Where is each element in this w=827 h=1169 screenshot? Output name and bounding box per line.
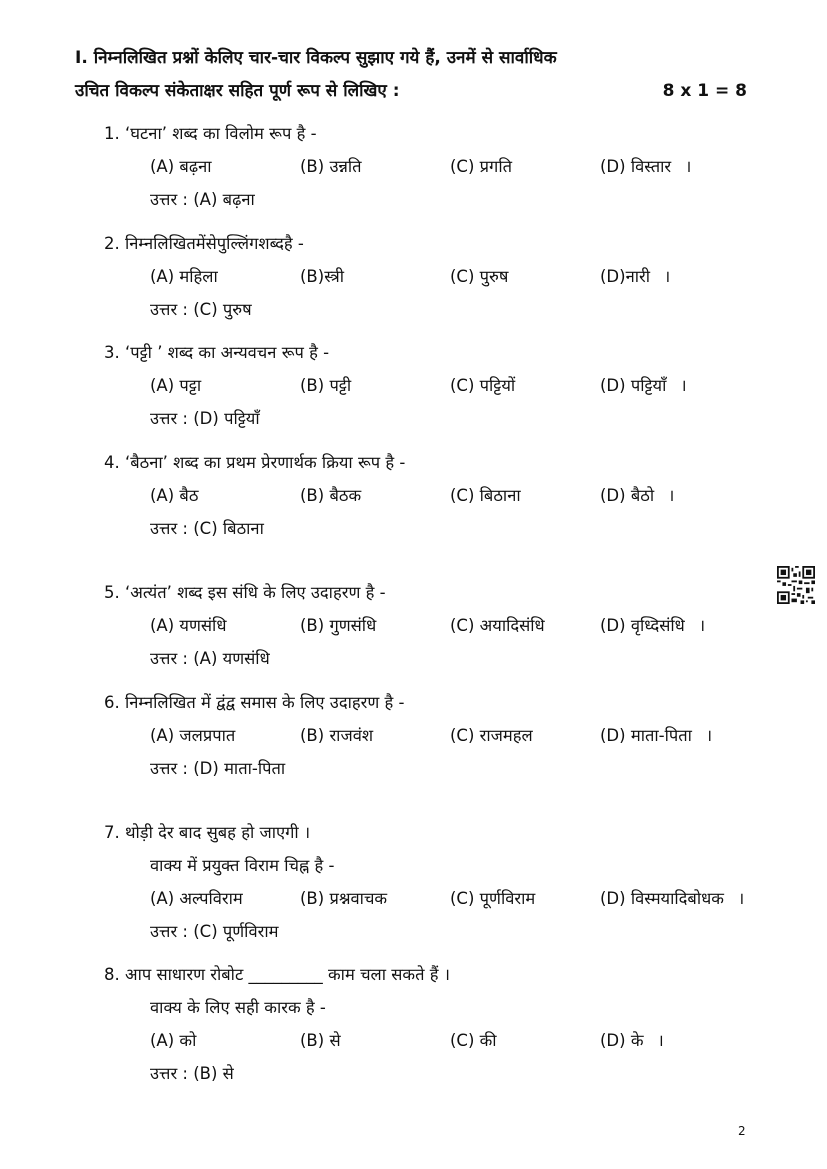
question-subtext: वाक्य में प्रयुक्त विराम चिह्न है - — [150, 856, 335, 875]
option-c: (C) अयादिसंधि — [450, 616, 545, 635]
option-b: (B) उन्नति — [300, 157, 362, 176]
answer: उत्तर : (D) पट्टियाँ — [150, 409, 260, 428]
options-row — [104, 882, 804, 915]
option-a: (A) अल्पविराम — [150, 889, 243, 908]
question-1 — [104, 117, 804, 216]
option-c: (C) की — [450, 1031, 497, 1050]
option-d: (D) के — [600, 1031, 644, 1050]
question-text: 1. ‘घटना’ शब्द का विलोम रूप है - — [104, 124, 317, 143]
answer: उत्तर : (C) पूर्णविराम — [150, 922, 279, 941]
option-b: (B)स्त्री — [300, 267, 344, 286]
option-a: (A) पट्टा — [150, 376, 202, 395]
answer: उत्तर : (C) पुरुष — [150, 300, 252, 319]
question-5 — [104, 576, 804, 675]
question-text: 2. निम्नलिखितमेंसेपुल्लिंगशब्दहै - — [104, 234, 304, 253]
answer: उत्तर : (B) से — [150, 1064, 234, 1083]
option-c: (C) पट्टियों — [450, 376, 516, 395]
question-text: 8. आप साधारण रोबोट _________ काम चला सकते हैं । — [104, 965, 450, 984]
option-d: (D) विस्तार — [600, 157, 672, 176]
question-2 — [104, 227, 804, 326]
option-c: (C) पुरुष — [450, 267, 509, 286]
answer: उत्तर : (A) बढ़ना — [150, 190, 255, 209]
option-a: (A) यणसंधि — [150, 616, 227, 635]
full-stop: । — [685, 157, 692, 176]
option-a: (A) बैठ — [150, 486, 199, 505]
option-d: (D) बैठो — [600, 486, 655, 505]
options-row — [104, 609, 804, 642]
option-b: (B) प्रश्नवाचक — [300, 889, 388, 908]
option-b: (B) पट्टी — [300, 376, 352, 395]
options-row — [104, 719, 804, 752]
full-stop: । — [705, 726, 713, 745]
question-6 — [104, 686, 804, 785]
full-stop: । — [657, 1031, 664, 1050]
question-text: 3. ‘पट्टी ’ शब्द का अन्यवचन रूप है - — [104, 343, 330, 362]
option-a: (A) जलप्रपात — [150, 726, 236, 745]
option-b: (B) राजवंश — [300, 726, 374, 745]
heading-line-1: I. निम्नलिखित प्रश्नों केलिए चार-चार विकल्प सुझाए गये हैं, उनमें से सार्वाधिक — [75, 48, 557, 68]
heading-line-2 — [75, 75, 755, 108]
option-a: (A) महिला — [150, 267, 218, 286]
question-subtext: वाक्य के लिए सही कारक है - — [150, 998, 326, 1017]
qr-code-icon — [777, 566, 815, 604]
option-d: (D) विस्मयादिबोधक — [600, 889, 724, 908]
question-3 — [104, 336, 804, 435]
full-stop: । — [737, 889, 745, 908]
option-c: (C) राजमहल — [450, 726, 533, 745]
option-a: (A) बढ़ना — [150, 157, 212, 176]
full-stop: । — [698, 616, 706, 635]
full-stop: । — [664, 267, 671, 286]
question-8 — [104, 958, 804, 1090]
full-stop: । — [680, 376, 687, 395]
heading-instruction: उचित विकल्प संकेताक्षर सहित पूर्ण रूप से लिखिए : — [75, 81, 400, 101]
option-b: (B) बैठक — [300, 486, 362, 505]
option-d: (D) वृध्दिसंधि — [600, 616, 685, 635]
option-b: (B) गुणसंधि — [300, 616, 377, 635]
option-a: (A) को — [150, 1031, 197, 1050]
option-c: (C) प्रगति — [450, 157, 512, 176]
option-d: (D)नारी — [600, 267, 651, 286]
section-heading — [75, 42, 755, 108]
question-7 — [104, 816, 804, 948]
option-d: (D) पट्टियाँ — [600, 376, 667, 395]
answer: उत्तर : (C) बिठाना — [150, 519, 264, 538]
options-row — [104, 479, 804, 512]
marks-label: 8 x 1 = 8 — [662, 81, 747, 101]
option-c: (C) बिठाना — [450, 486, 521, 505]
question-text: 6. निम्नलिखित में द्वंद्व समास के लिए उदाहरण है - — [104, 693, 405, 712]
options-row — [104, 369, 804, 402]
answer: उत्तर : (D) माता-पिता — [150, 759, 286, 778]
option-d: (D) माता-पिता — [600, 726, 692, 745]
options-row — [104, 150, 804, 183]
question-text: 5. ‘अत्यंत’ शब्द इस संधि के लिए उदाहरण है - — [104, 583, 386, 602]
full-stop: । — [668, 486, 675, 505]
question-text: 4. ‘बैठना’ शब्द का प्रथम प्रेरणार्थक क्रिया रूप है - — [104, 453, 406, 472]
question-4 — [104, 446, 804, 545]
answer: उत्तर : (A) यणसंधि — [150, 649, 270, 668]
page-number: 2 — [738, 1124, 746, 1138]
option-b: (B) से — [300, 1031, 341, 1050]
options-row — [104, 1024, 804, 1057]
option-c: (C) पूर्णविराम — [450, 889, 536, 908]
options-row — [104, 260, 804, 293]
question-text: 7. थोड़ी देर बाद सुबह हो जाएगी । — [104, 823, 311, 842]
